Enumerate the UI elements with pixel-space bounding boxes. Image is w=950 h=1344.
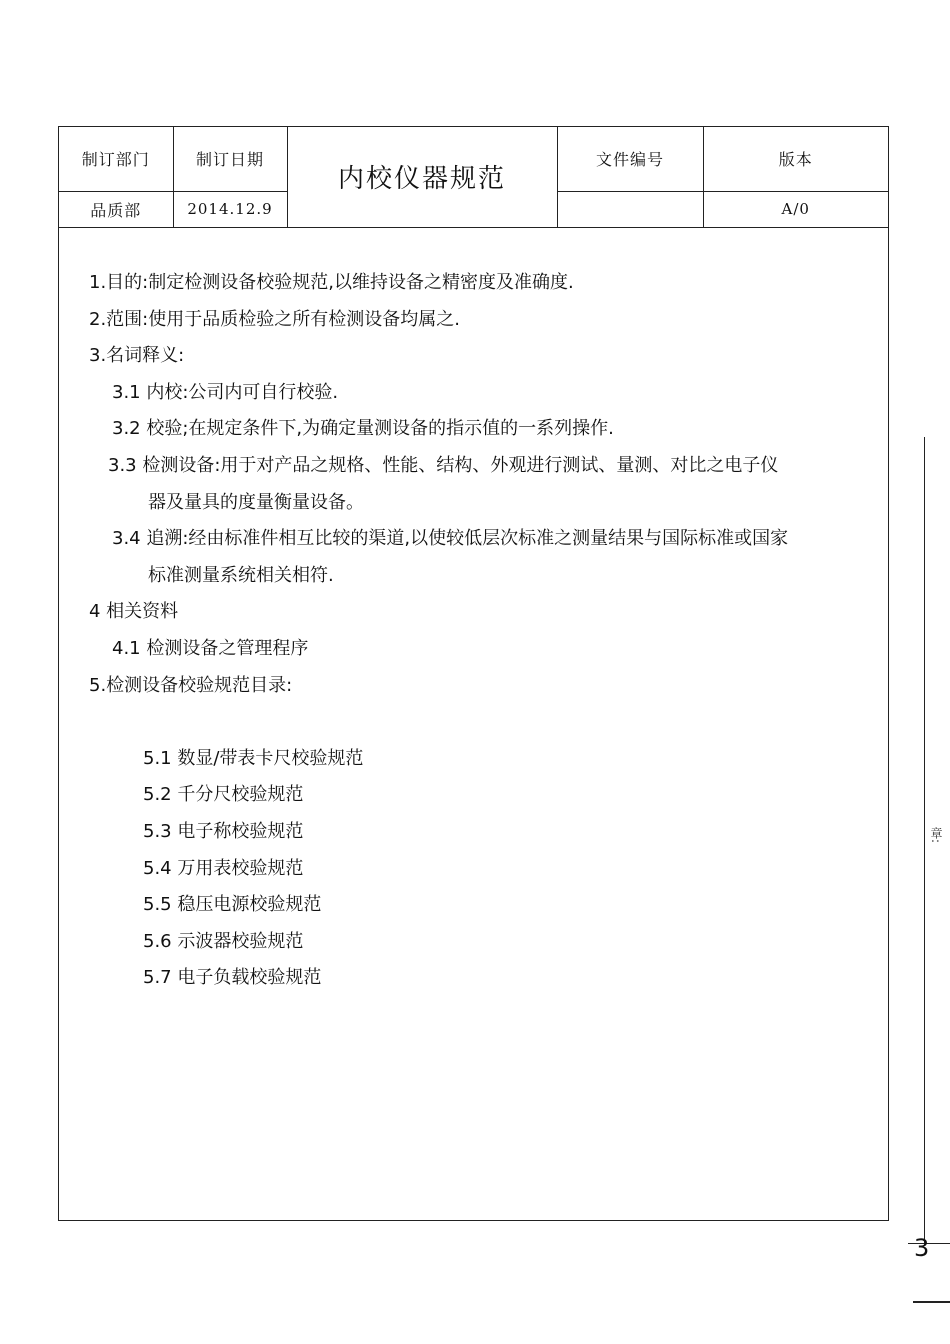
- list-item: 5.6 示波器校验规范: [143, 930, 304, 952]
- page-number: 3: [914, 1234, 930, 1262]
- section-catalog: 5.检测设备校验规范目录:: [89, 674, 293, 696]
- list-item: 5.3 电子称校验规范: [143, 820, 304, 842]
- doc-no-label: 文件编号: [557, 127, 703, 191]
- reference-4-1: 4.1 检测设备之管理程序: [112, 637, 309, 659]
- date-value: 2014.12.9: [173, 191, 287, 227]
- document-frame: [58, 126, 889, 1221]
- doc-no-value: [557, 191, 703, 227]
- dept-label: 制订部门: [59, 127, 173, 191]
- footer-rule: [913, 1301, 950, 1303]
- section-purpose: 1.目的:制定检测设备校验规范,以维持设备之精密度及准确度.: [89, 272, 574, 293]
- section-scope: 2.范围:使用于品质检验之所有检测设备均属之.: [89, 308, 460, 330]
- definition-3-3: 3.3 检测设备:用于对产品之规格、性能、结构、外观进行测试、量测、对比之电子仪: [108, 454, 779, 476]
- dept-value: 品质部: [59, 191, 173, 227]
- list-item: 5.4 万用表校验规范: [143, 857, 304, 879]
- version-value: A/0: [703, 191, 888, 227]
- definition-3-1: 3.1 内校:公司内可自行校验.: [112, 381, 339, 403]
- seal-label: 章:: [929, 827, 943, 844]
- definition-3-3-continued: 器及量具的度量衡量设备。: [148, 491, 364, 513]
- binding-margin-line: [924, 437, 925, 1245]
- list-item: 5.5 稳压电源校验规范: [143, 894, 322, 916]
- list-item: 5.7 电子负载校验规范: [143, 967, 322, 989]
- spacer: [59, 704, 888, 741]
- definition-3-4-continued: 标准测量系统相关相符.: [148, 564, 334, 586]
- list-item: 5.2 千分尺校验规范: [143, 784, 304, 806]
- section-references: 4 相关资料: [89, 601, 179, 623]
- definition-3-2: 3.2 校验;在规定条件下,为确定量测设备的指示值的一系列操作.: [112, 418, 614, 440]
- document-title: 内校仪器规范: [287, 127, 557, 227]
- date-label: 制订日期: [173, 127, 287, 191]
- definition-3-4: 3.4 追溯:经由标准件相互比较的渠道,以使较低层次标准之测量结果与国际标准或国家: [112, 528, 789, 550]
- version-label: 版本: [703, 127, 888, 191]
- document-body: [59, 229, 888, 997]
- header-table: [59, 127, 888, 228]
- section-definitions: 3.名词释义:: [89, 345, 185, 367]
- list-item: 5.1 数显/带表卡尺校验规范: [143, 747, 364, 769]
